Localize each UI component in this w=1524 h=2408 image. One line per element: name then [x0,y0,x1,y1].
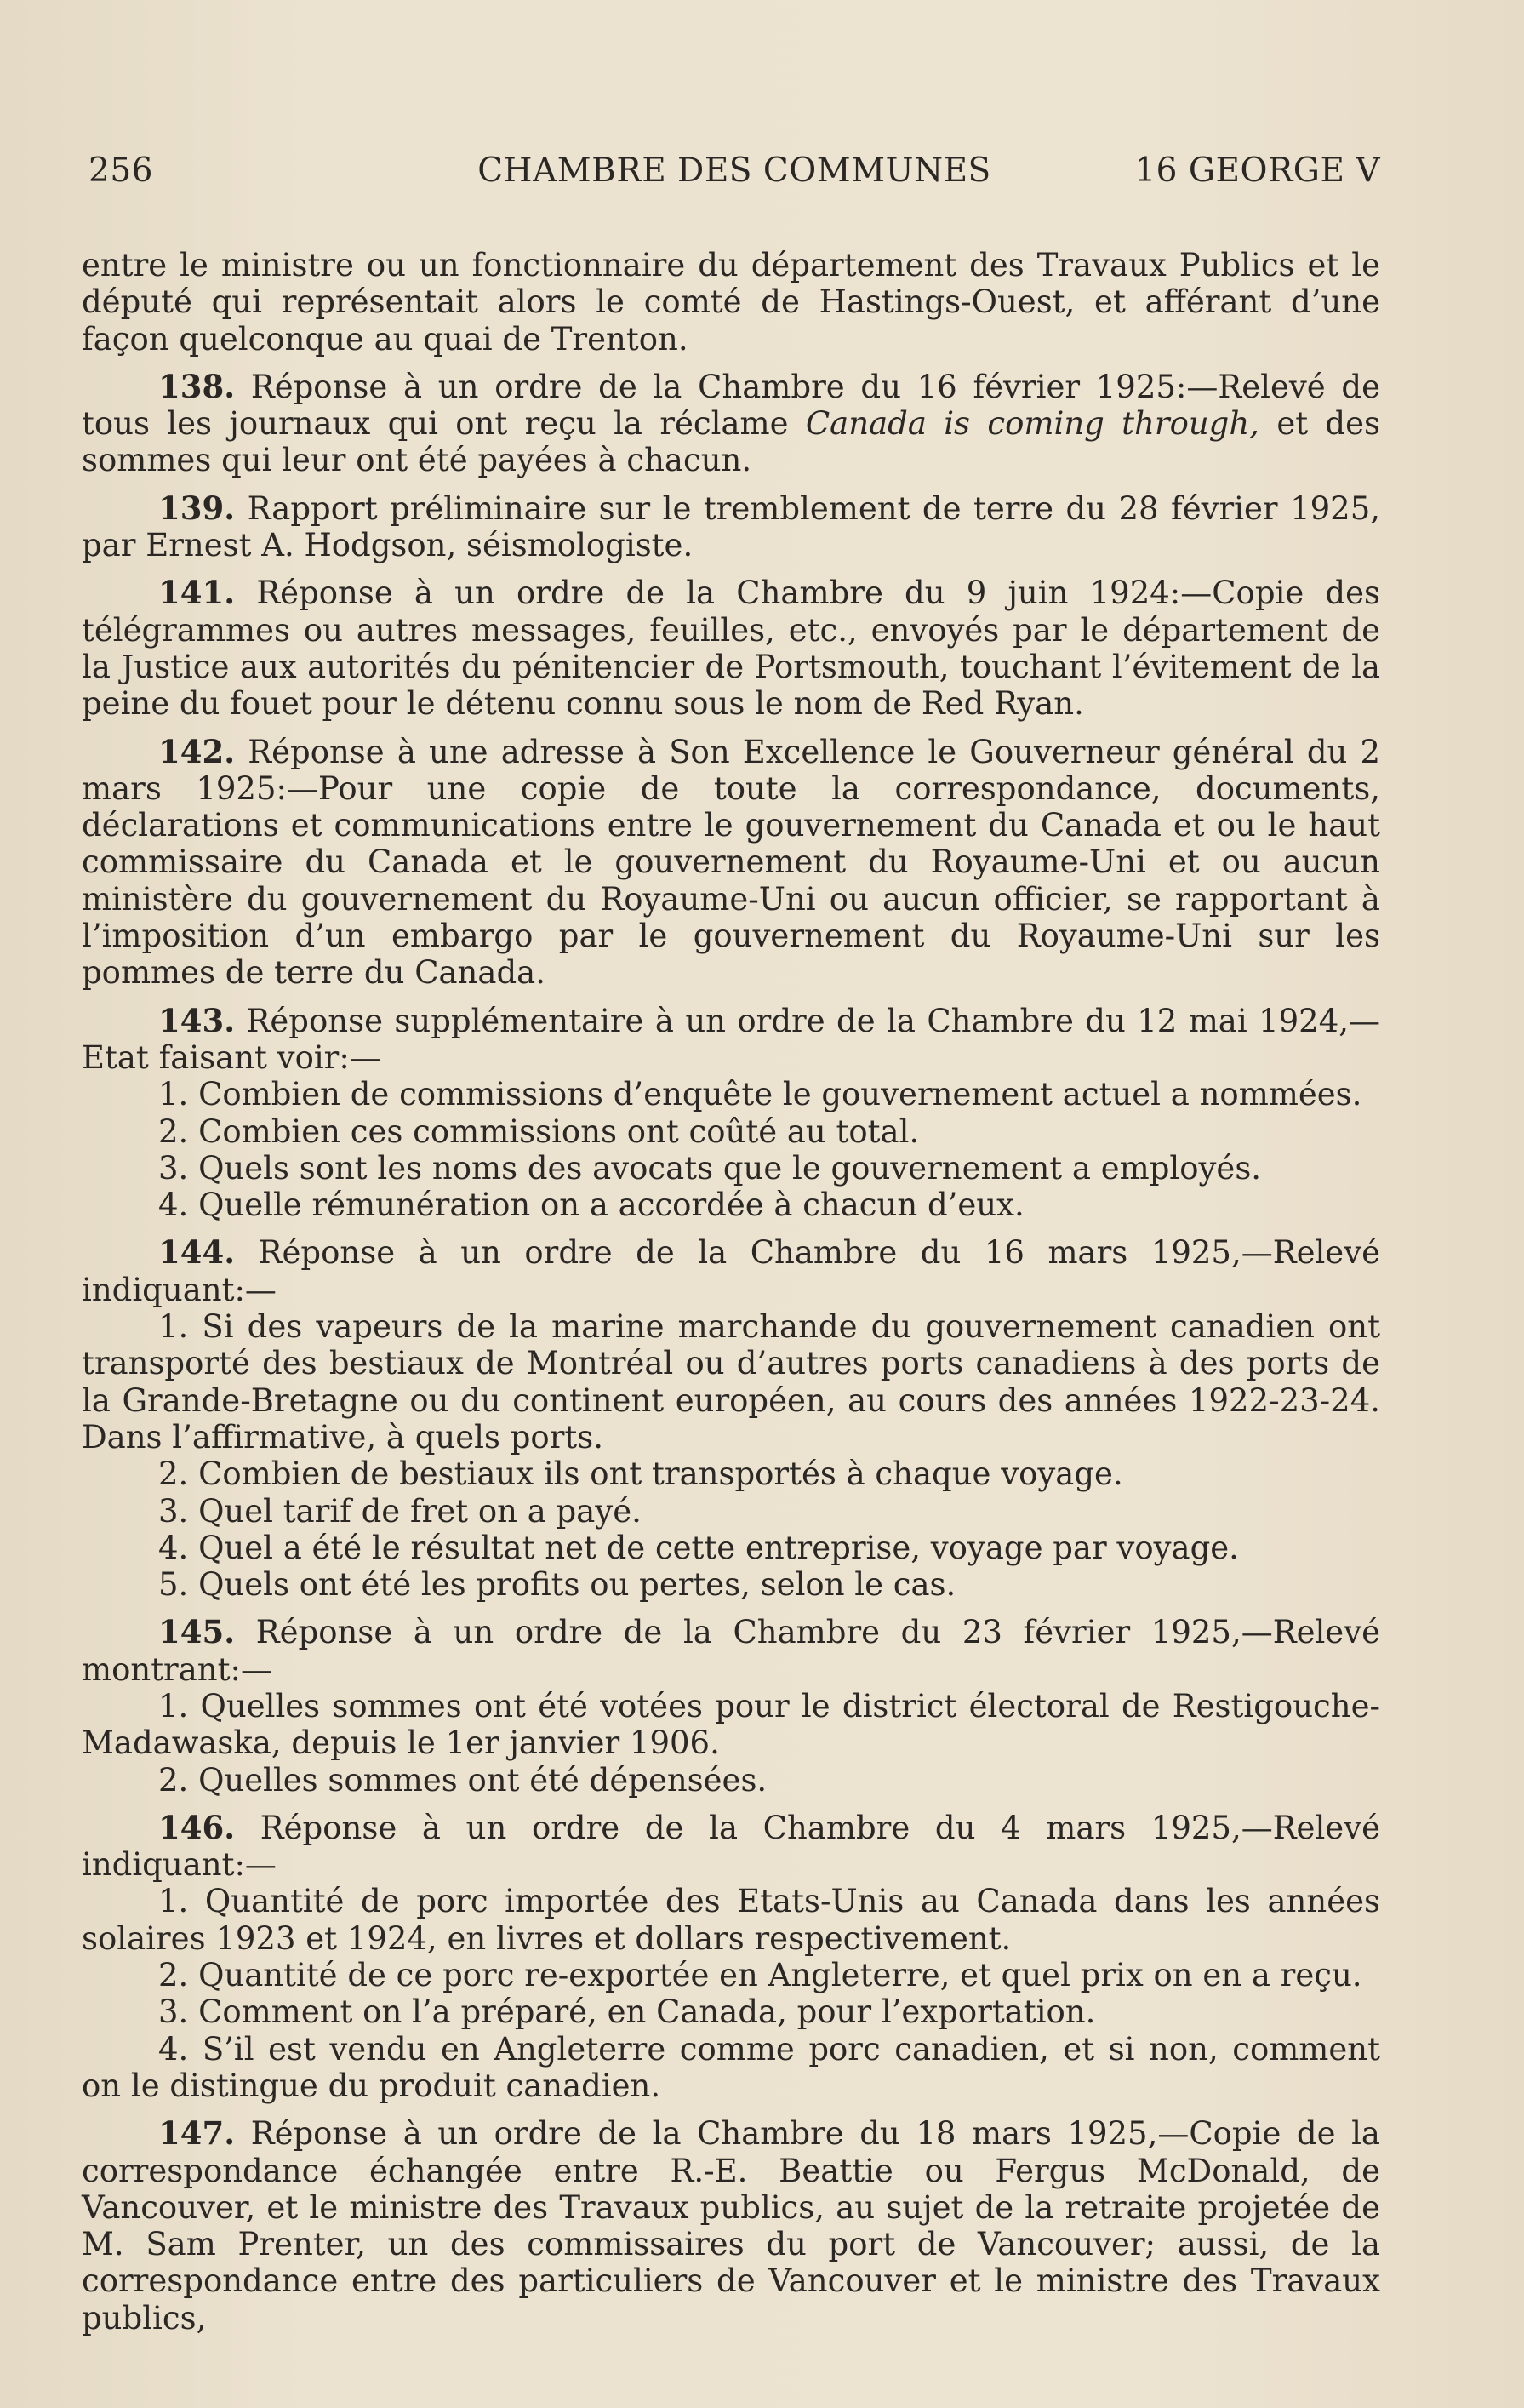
list-item: 4. Quel a été le résultat net de cette entreprise, voyage par voyage. [158,1529,1239,1566]
entry-142 [82,734,1380,992]
entry-146 [82,1810,1380,1884]
list-item: 4. S’il est vendu en Angleterre comme porc canadien, et si non, comment on le distingue du produit canadien. [82,2030,1380,2104]
reign-year: 16 GEORGE V [1134,152,1380,190]
entry-text: Rapport préliminaire sur le tremblement de terre du 28 février 1925, par Ernest A. Hodgson, séismologiste. [82,489,1380,564]
entry-139 [82,490,1380,564]
entry-143 [82,1003,1380,1077]
entry-number: 144. [158,1233,236,1272]
page-header [88,152,1380,203]
entry-text: Réponse à un ordre de la Chambre du 16 février 1925:—Relevé de tous les journaux qui ont reçu la réclame [82,368,1380,443]
entry-number: 143. [158,1001,236,1039]
entry-text: Réponse supplémentaire à un ordre de la Chambre du 12 mai 1924,—Etat faisant voir:— [82,1002,1381,1076]
list-item: 3. Comment on l’a préparé, en Canada, pour l’exportation. [158,1993,1096,2031]
entry-number: 141. [158,574,236,612]
list-item: 1. Si des vapeurs de la marine marchande du gouvernement canadien ont transporté des bestiaux de Montréal ou d’autres ports canadiens à des ports de la Grande-Bretagne ou du continent européen, au cours des années 1922-23-24. Dans l’affirmative, à quels ports. [82,1308,1380,1456]
entry-text: Réponse à un ordre de la Chambre du 16 mars 1925,—Relevé indiquant:— [82,1234,1380,1308]
page-number: 256 [88,152,153,190]
entry-text: et des sommes qui leur ont été payées à chacun. [82,405,1380,479]
list-item: 3. Quel tarif de fret on a payé. [158,1492,642,1530]
entry-number: 142. [158,732,236,770]
entry-number: 145. [158,1613,236,1651]
entry-141 [82,575,1380,722]
list-item: 2. Quantité de ce porc re-exportée en Angleterre, et quel prix on en a reçu. [158,1957,1362,1994]
entry-number: 146. [158,1808,236,1846]
list-item: 1. Combien de commissions d’enquête le gouvernement actuel a nommées. [158,1076,1362,1113]
continued-paragraph: entre le ministre ou un fonctionnaire du département des Travaux Publics et le député qui représentait alors le comté de Hastings-Ouest, et afférant d’une façon quelconque au quai de Trenton. [82,247,1380,357]
entry-number: 138. [158,367,236,405]
entry-147 [82,2115,1380,2337]
entry-italic-title: Canada is coming through, [805,405,1259,443]
entry-145 [82,1614,1380,1688]
page-body [82,247,1380,2337]
entry-text: Réponse à une adresse à Son Excellence le Gouverneur général du 2 mars 1925:—Pour une copie de toute la correspondance, documents, déclarations et communications entre le gouvernement du Canada et ou le haut commissaire du Canada et le gouvernement du Royaume-Uni et ou aucun ministère du gouvernement du Royaume-Uni ou aucun officier, se rapportant à l’imposition d’un embargo par le gouvernement du Royaume-Uni sur les pommes de terre du Canada. [82,733,1381,992]
entry-text: Réponse à un ordre de la Chambre du 9 juin 1924:—Copie des télégrammes ou autres messages, feuilles, etc., envoyés par le département de la Justice aux autorités du pénitencier de Portsmouth, touchant l’évitement de la peine du fouet pour le détenu connu sous le nom de Red Ryan. [82,575,1380,723]
entry-text: Réponse à un ordre de la Chambre du 18 mars 1925,—Copie de la correspondance échangée entre R.-E. Beattie ou Fergus McDonald, de Vancouver, et le ministre des Travaux publics, au sujet de la retraite projetée de M. Sam Prenter, un des commissaires du port de Vancouver; aussi, de la correspondance entre des particuliers de Vancouver et le ministre des Travaux publics, [82,2115,1380,2337]
running-title: CHAMBRE DES COMMUNES [477,152,991,190]
entry-number: 147. [158,2114,236,2153]
list-item: 2. Combien ces commissions ont coûté au total. [158,1112,920,1150]
entry-144 [82,1234,1380,1308]
entry-text: Réponse à un ordre de la Chambre du 23 février 1925,—Relevé montrant:— [82,1614,1381,1688]
list-item: 1. Quantité de porc importée des Etats-Unis au Canada dans les années solaires 1923 et 1924, en livres et dollars respectivement. [82,1883,1380,1957]
entry-138 [82,369,1380,479]
list-item: 2. Quelles sommes ont été dépensées. [158,1761,768,1799]
list-item: 3. Quels sont les noms des avocats que le gouvernement a employés. [158,1149,1262,1187]
entry-text: Réponse à un ordre de la Chambre du 4 mars 1925,—Relevé indiquant:— [82,1809,1380,1884]
entry-number: 139. [158,489,236,527]
list-item: 4. Quelle rémunération on a accordée à chacun d’eux. [158,1187,1025,1224]
list-item: 1. Quelles sommes ont été votées pour le district électoral de Restigouche-Madawaska, depuis le 1er janvier 1906. [82,1687,1380,1762]
list-item: 2. Combien de bestiaux ils ont transportés à chaque voyage. [158,1456,1123,1493]
list-item: 5. Quels ont été les profits ou pertes, selon le cas. [158,1566,956,1604]
